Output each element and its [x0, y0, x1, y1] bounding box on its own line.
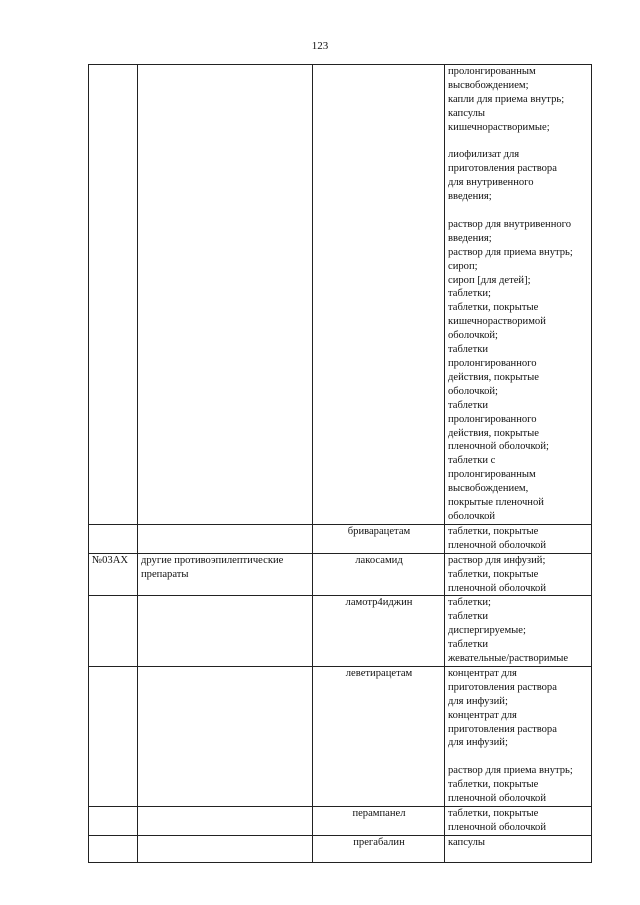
group-name-cell: другие противоэпилептические препараты: [138, 553, 313, 596]
atc-code-cell: [89, 806, 138, 835]
dosage-form-line: раствор для внутривенного: [448, 218, 572, 230]
paragraph-gap: [448, 750, 589, 764]
dosage-form-line: пленочной оболочкой: [448, 539, 547, 551]
dosage-form-line: таблетки: [448, 611, 489, 623]
dosage-form-line: таблетки, покрытые: [448, 807, 539, 819]
table-row: [89, 835, 592, 862]
dosage-form-line: для внутривенного: [448, 177, 534, 189]
dosage-form-line: капсулы: [448, 107, 486, 119]
table-row: [89, 65, 592, 525]
table-row: [89, 596, 592, 667]
page-number: 123: [311, 40, 329, 52]
drug-name-cell: бриварацетам: [313, 524, 445, 553]
dosage-form-line: таблетки, покрытые: [448, 779, 539, 791]
dosage-form-line: таблетки;: [448, 597, 491, 609]
dosage-form-cell: [445, 65, 592, 525]
table-row: [89, 524, 592, 553]
dosage-form-line: сироп;: [448, 260, 478, 272]
dosage-form-line: высвобождением;: [448, 79, 529, 91]
dosage-form-cell: [445, 666, 592, 806]
dosage-form-cell: [445, 835, 592, 862]
dosage-form-cell: [445, 553, 592, 596]
paragraph-gap: [448, 204, 589, 218]
dosage-form-line: таблетки, покрытые: [448, 525, 539, 537]
dosage-form-cell: [445, 524, 592, 553]
drug-name-cell: [313, 65, 445, 525]
table-row: [89, 553, 592, 596]
dosage-form-line: введения;: [448, 232, 492, 244]
drug-name-cell: леветирацетам: [313, 666, 445, 806]
dosage-form-line: действия, покрытые: [448, 371, 539, 383]
table-row: [89, 666, 592, 806]
dosage-form-line: покрытые пленочной: [448, 497, 544, 509]
dosage-form-line: таблетки;: [448, 288, 491, 300]
dosage-form-line: таблетки: [448, 344, 489, 356]
dosage-form-cell: [445, 596, 592, 667]
dosage-form-line: пленочной оболочкой: [448, 821, 547, 833]
group-name-cell: [138, 835, 313, 862]
dosage-form-line: пленочной оболочкой: [448, 582, 547, 594]
dosage-form-line: таблетки, покрытые: [448, 568, 539, 580]
dosage-form-cell: [445, 806, 592, 835]
atc-code-cell: [89, 596, 138, 667]
dosage-form-line: для инфузий;: [448, 695, 508, 707]
dosage-form-line: таблетки: [448, 639, 489, 651]
dosage-form-line: приготовления раствора: [448, 163, 557, 175]
drug-name-cell: лакосамид: [313, 553, 445, 596]
group-name-cell: [138, 524, 313, 553]
dosage-form-line: таблетки, покрытые: [448, 302, 539, 314]
dosage-form-line: оболочкой;: [448, 385, 498, 397]
drug-list-table: [88, 64, 592, 863]
dosage-form-line: высвобождением,: [448, 483, 529, 495]
dosage-form-line: таблетки: [448, 399, 489, 411]
dosage-form-line: сироп [для детей];: [448, 274, 531, 286]
group-name-cell: [138, 596, 313, 667]
dosage-form-line: концентрат для: [448, 709, 517, 721]
dosage-form-line: пролонгированным: [448, 66, 536, 77]
atc-code-cell: [89, 524, 138, 553]
drug-name-cell: перампанел: [313, 806, 445, 835]
dosage-form-line: введения;: [448, 191, 492, 203]
group-name-cell: [138, 65, 313, 525]
group-name-cell: [138, 666, 313, 806]
atc-code-cell: №03АХ: [89, 553, 138, 596]
dosage-form-line: пролонгированного: [448, 358, 537, 369]
group-name-cell: [138, 806, 313, 835]
dosage-form-line: действия, покрытые: [448, 427, 539, 439]
dosage-form-line: кишечнорастворимые;: [448, 121, 550, 133]
dosage-form-line: концентрат для: [448, 667, 517, 679]
dosage-form-line: приготовления раствора: [448, 723, 557, 735]
dosage-form-line: лиофилизат для: [448, 149, 520, 161]
dosage-form-line: кишечнорастворимой: [448, 316, 546, 328]
dosage-form-line: оболочкой: [448, 510, 496, 522]
dosage-form-line: жевательные/растворимые: [448, 653, 569, 665]
dosage-form-line: таблетки с: [448, 455, 496, 467]
dosage-form-line: для инфузий;: [448, 737, 508, 749]
dosage-form-line: раствор для инфузий;: [448, 554, 546, 566]
dosage-form-line: капли для приема внутрь;: [448, 93, 565, 105]
dosage-form-line: оболочкой;: [448, 330, 498, 342]
dosage-form-line: диспергируемые;: [448, 625, 526, 637]
dosage-form-line: раствор для приема внутрь;: [448, 765, 573, 777]
drug-name-cell: ламотр4иджин: [313, 596, 445, 667]
dosage-form-line: раствор для приема внутрь;: [448, 246, 573, 258]
atc-code-cell: [89, 835, 138, 862]
drug-name-cell: прегабалин: [313, 835, 445, 862]
dosage-form-line: пленочной оболочкой: [448, 793, 547, 805]
table-row: [89, 806, 592, 835]
dosage-form-line: пролонгированного: [448, 413, 537, 425]
dosage-form-line: капсулы: [448, 836, 486, 848]
dosage-form-line: пленочной оболочкой;: [448, 441, 549, 453]
atc-code-cell: [89, 666, 138, 806]
paragraph-gap: [448, 135, 589, 149]
atc-code-cell: [89, 65, 138, 525]
dosage-form-line: приготовления раствора: [448, 681, 557, 693]
dosage-form-line: пролонгированным: [448, 469, 536, 481]
